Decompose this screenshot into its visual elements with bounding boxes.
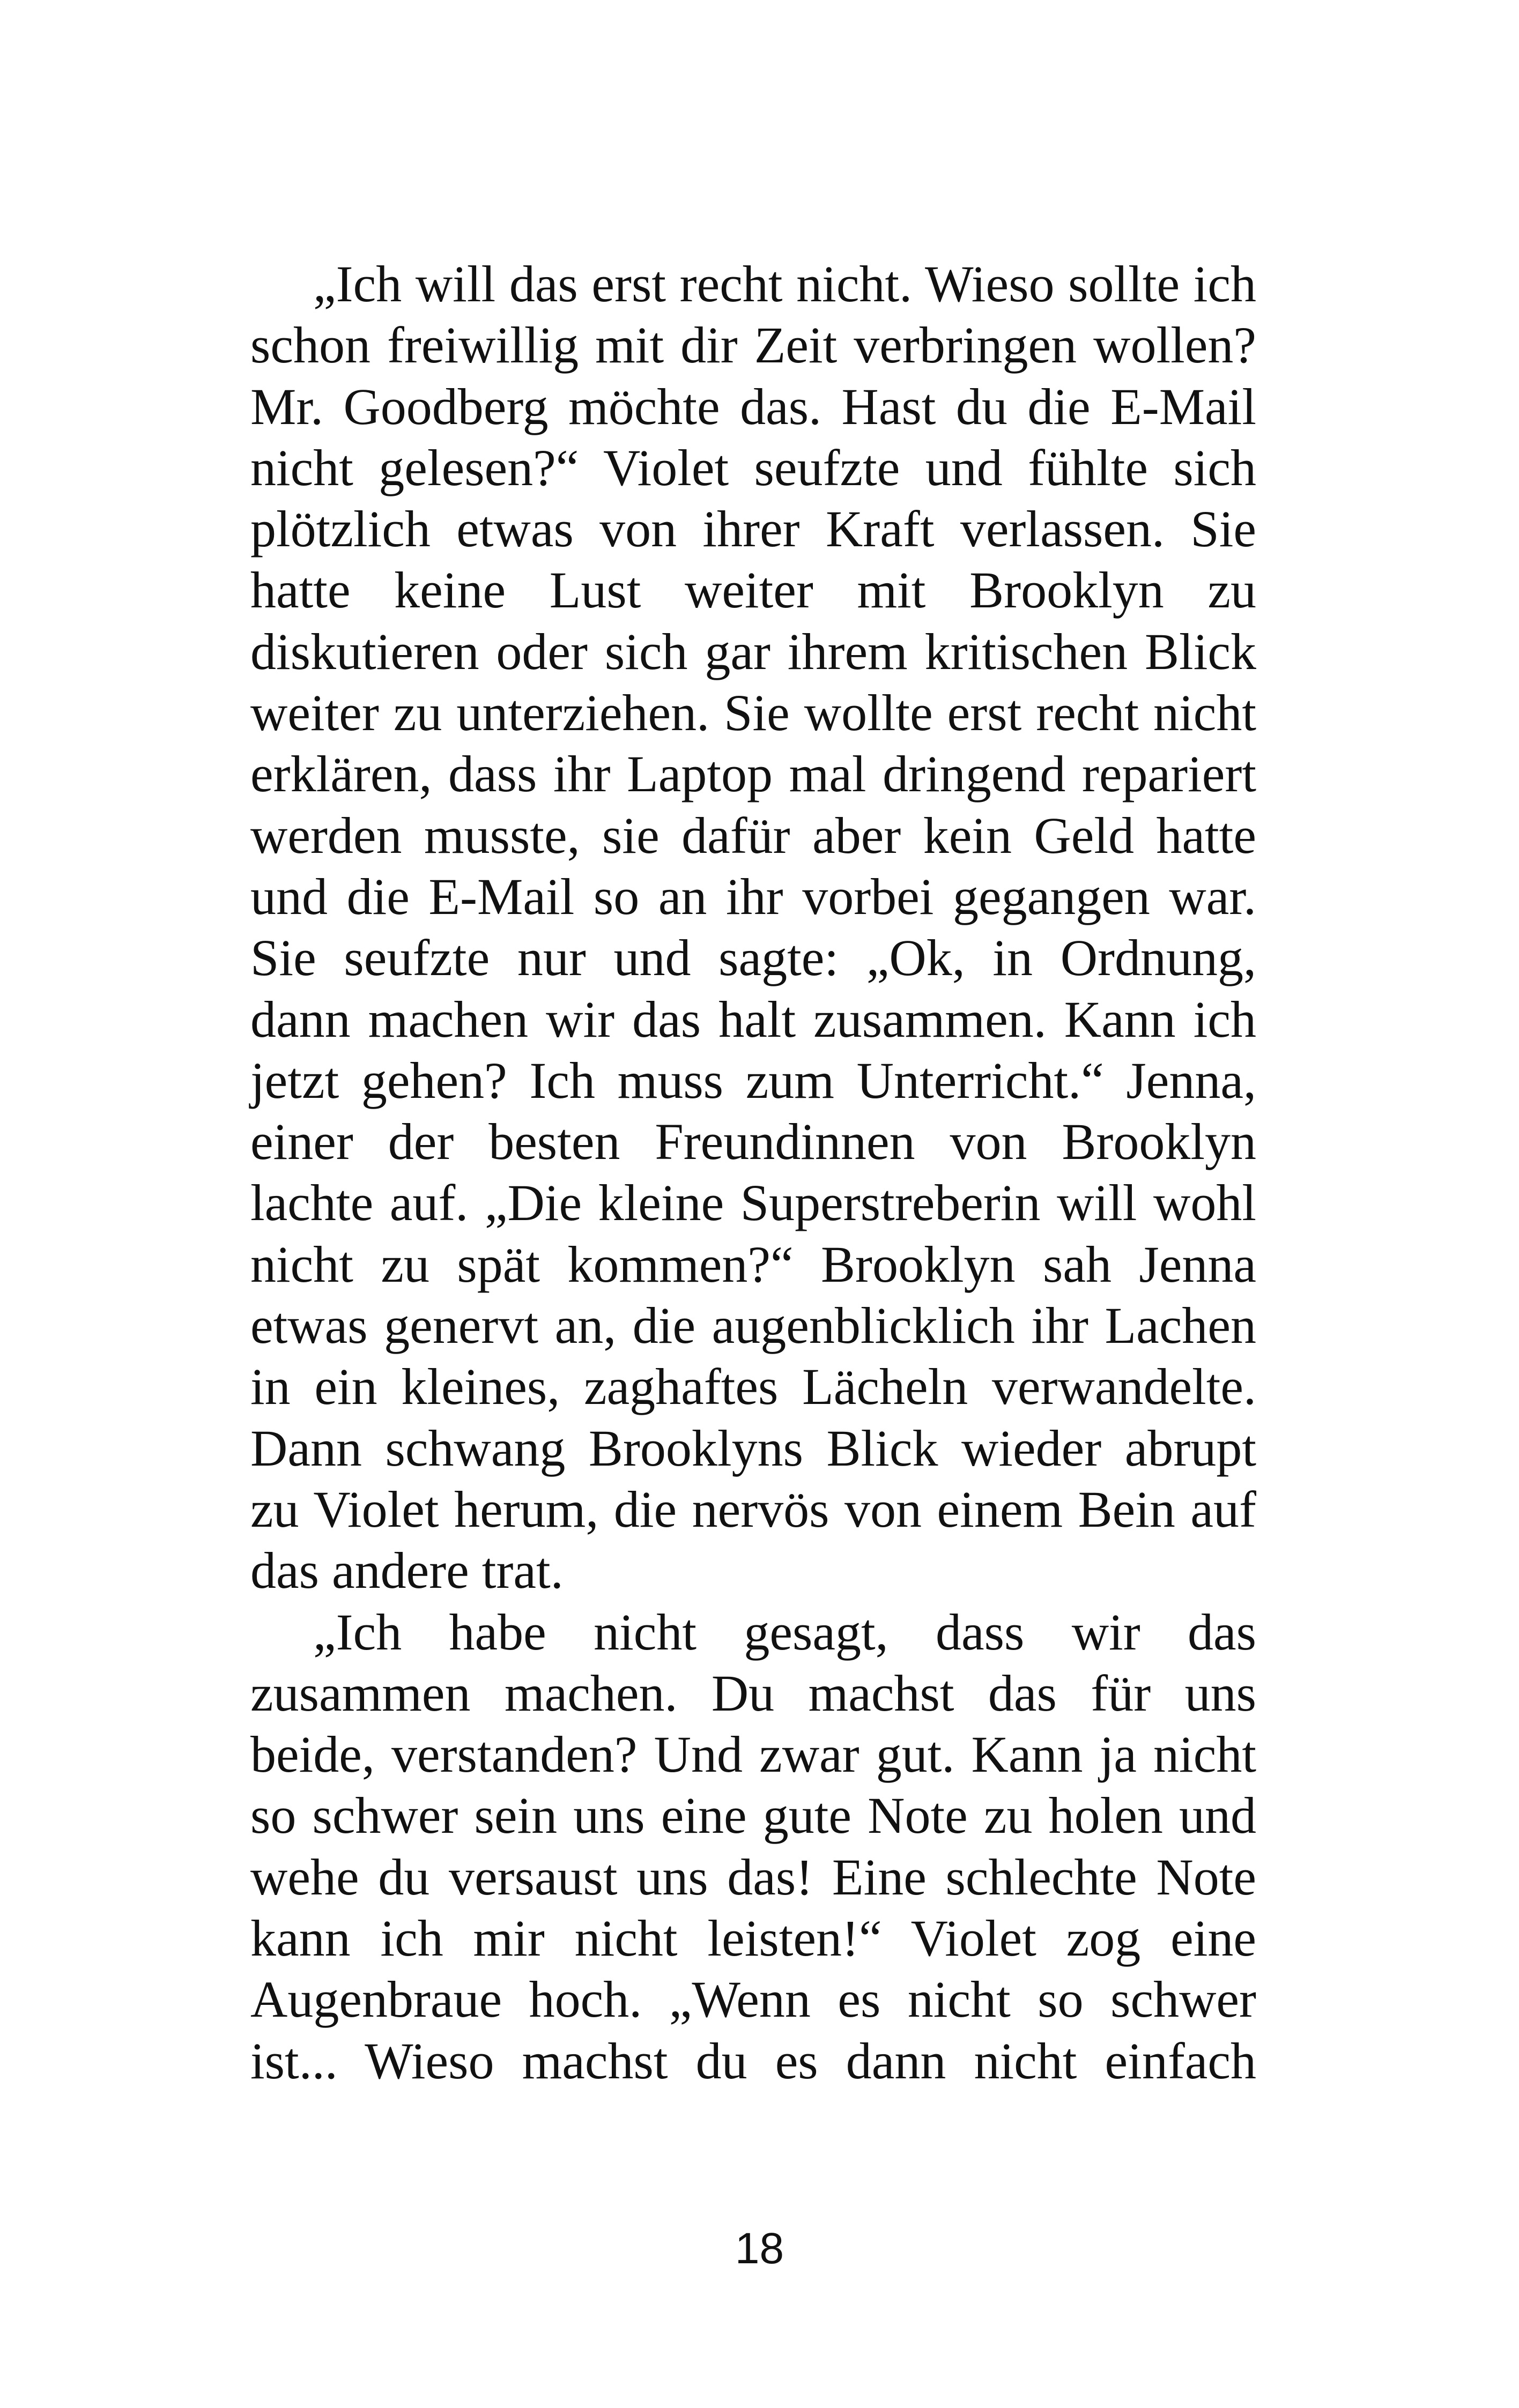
text-line: erklären, dass ihr Laptop mal dringend repariert — [250, 745, 1256, 803]
text-line: „Ich will das erst recht nicht. Wieso sollte ich — [313, 255, 1256, 313]
text-line: ist... Wieso machst du es dann nicht einfach — [250, 2032, 1256, 2090]
text-line: und die E-Mail so an ihr vorbei gegangen war. — [250, 867, 1256, 925]
text-line: so schwer sein uns eine gute Note zu holen und — [250, 1787, 1256, 1845]
text-line: Mr. Goodberg möchte das. Hast du die E-Mail — [250, 377, 1256, 435]
text-line: schon freiwillig mit dir Zeit verbringen wollen? — [250, 316, 1256, 374]
body-text — [250, 254, 1256, 2092]
text-line: Augenbraue hoch. „Wenn es nicht so schwer — [250, 1971, 1256, 2028]
text-line: lachte auf. „Die kleine Superstreberin will wohl — [250, 1174, 1256, 1232]
text-line: nicht zu spät kommen?“ Brooklyn sah Jenna — [250, 1235, 1256, 1293]
text-line: jetzt gehen? Ich muss zum Unterricht.“ Jenna, — [250, 1051, 1256, 1109]
text-line: Dann schwang Brooklyns Blick wieder abrupt — [250, 1419, 1256, 1477]
text-line: Sie seufzte nur und sagte: „Ok, in Ordnung, — [250, 929, 1256, 987]
text-line: beide, verstanden? Und zwar gut. Kann ja nicht — [250, 1726, 1256, 1783]
text-line: nicht gelesen?“ Violet seufzte und fühlte sich — [250, 439, 1256, 496]
text-line: diskutieren oder sich gar ihrem kritischen Blick — [250, 622, 1256, 680]
text-line: kann ich mir nicht leisten!“ Violet zog eine — [250, 1909, 1256, 1967]
text-line: zusammen machen. Du machst das für uns — [250, 1664, 1256, 1722]
page-number: 18 — [735, 2224, 784, 2273]
text-line: weiter zu unterziehen. Sie wollte erst recht nicht — [250, 684, 1256, 742]
text-line: wehe du versaust uns das! Eine schlechte Note — [250, 1848, 1256, 1906]
text-line: einer der besten Freundinnen von Brooklyn — [250, 1113, 1256, 1171]
text-line: zu Violet herum, die nervös von einem Bein auf — [250, 1480, 1256, 1538]
text-line: etwas genervt an, die augenblicklich ihr Lachen — [250, 1297, 1256, 1355]
text-line: „Ich habe nicht gesagt, dass wir das — [313, 1603, 1256, 1661]
text-line: in ein kleines, zaghaftes Lächeln verwandelte. — [250, 1358, 1256, 1416]
text-line: dann machen wir das halt zusammen. Kann ich — [250, 990, 1256, 1048]
text-line: das andere trat. — [250, 1542, 564, 1600]
text-line: werden musste, sie dafür aber kein Geld hatte — [250, 806, 1256, 864]
text-line: hatte keine Lust weiter mit Brooklyn zu — [250, 561, 1256, 619]
text-line: plötzlich etwas von ihrer Kraft verlassen. Sie — [250, 500, 1256, 558]
